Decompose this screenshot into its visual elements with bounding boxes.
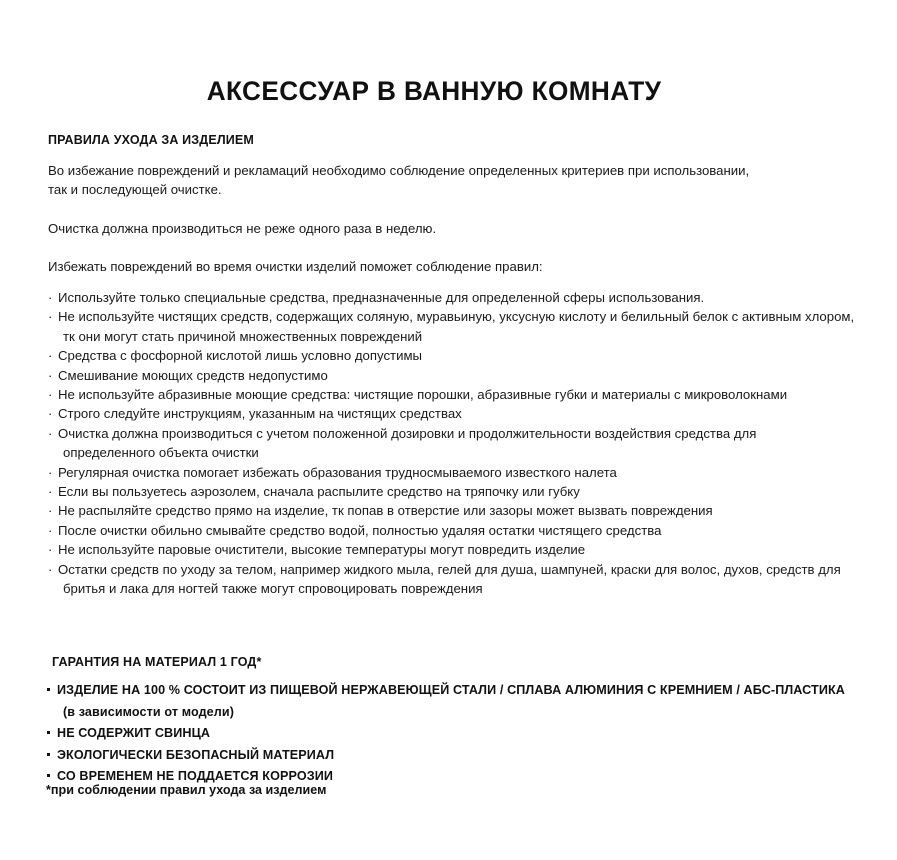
square-bullet-icon [47,753,50,756]
list-item [48,307,858,346]
middot-bullet-icon: · [48,367,53,383]
list-item-text: НЕ СОДЕРЖИТ СВИНЦА [57,726,211,740]
list-item-text: Не используйте абразивные моющие средства: чистящие порошки, абразивные губки и материалы с микроволокнами [58,387,788,403]
page-title: АКСЕССУАР В ВАННУЮ КОМНАТУ [206,76,662,107]
list-item-text: ИЗДЕЛИЕ НА 100 % СОСТОИТ ИЗ ПИЩЕВОЙ НЕРЖАВЕЮЩЕЙ СТАЛИ / СПЛАВА АЛЮМИНИЯ С КРЕМНИЕМ / АБС-ПЛАСТИКА [57,683,845,697]
list-item [48,288,858,307]
intro-paragraph [48,219,848,238]
list-item [48,521,858,540]
square-bullet-icon [47,688,50,691]
care-rules-list [48,288,858,599]
warranty-footnote: *при соблюдении правил ухода за изделием [46,783,327,797]
list-item [48,346,858,365]
list-item-text: Регулярная очистка помогает избежать образования трудносмываемого известкого налета [58,464,617,480]
list-item [46,723,856,745]
list-item-text: СО ВРЕМЕНЕМ НЕ ПОДДАЕТСЯ КОРРОЗИИ [57,769,334,783]
list-item-continuation: (в зависимости от модели) [63,704,235,719]
intro-line: так и последующей очистке. [48,182,222,198]
middot-bullet-icon: · [48,406,53,422]
list-item [46,745,856,767]
list-item-text: Если вы пользуетесь аэрозолем, сначала распылите средство на тряпочку или губку [58,484,580,500]
list-item [48,540,858,559]
intro-line: Во избежание повреждений и рекламаций необходимо соблюдение определенных критериев при использовании, [48,163,750,178]
middot-bullet-icon: · [48,522,53,538]
middot-bullet-icon: · [48,387,53,403]
square-bullet-icon [47,731,50,734]
list-item-text: ЭКОЛОГИЧЕСКИ БЕЗОПАСНЫЙ МАТЕРИАЛ [57,747,335,762]
list-item-text: Очистка должна производиться с учетом положенной дозировки и продолжительности воздействия средства для [58,425,757,441]
list-item-text: Остатки средств по уходу за телом, например жидкого мыла, гелей для душа, шампуней, краски для волос, духов, средств для [58,561,841,577]
intro-paragraph [48,257,848,276]
warranty-section-heading: ГАРАНТИЯ НА МАТЕРИАЛ 1 ГОД* [52,655,262,670]
list-item [48,463,858,482]
list-item-text: Не распыляйте средство прямо на изделие, тк попав в отверстие или зазоры может вызвать повреждения [58,503,713,519]
list-item [46,680,856,723]
square-bullet-icon [47,774,50,777]
list-item [48,560,858,599]
intro-paragraph [48,161,848,200]
intro-line: Очистка должна производиться не реже одного раза в неделю. [48,220,437,236]
list-item-continuation: бритья и лака для ногтей также могут спровоцировать повреждения [63,581,483,597]
middot-bullet-icon: · [48,484,53,500]
middot-bullet-icon: · [48,542,53,558]
list-item-text: Строго следуйте инструкциям, указанным на чистящих средствах [58,406,462,422]
list-item [48,404,858,423]
list-item-text: Не используйте паровые очистители, высокие температуры могут повредить изделие [58,542,586,558]
middot-bullet-icon: · [48,309,53,325]
care-intro-block [48,161,848,277]
middot-bullet-icon: · [48,464,53,480]
list-item-continuation: определенного объекта очистки [63,445,259,461]
middot-bullet-icon: · [48,561,53,577]
list-item [48,385,858,404]
middot-bullet-icon: · [48,425,53,441]
middot-bullet-icon: · [48,503,53,519]
list-item [48,424,858,463]
middot-bullet-icon: · [48,290,53,305]
list-item-text: После очистки обильно смывайте средство водой, полностью удаляя остатки чистящего средства [58,522,662,538]
list-item-text: Не используйте чистящих средств, содержащих соляную, муравьиную, уксусную кислоту и белильный белок с активным хлором, [58,309,855,325]
list-item [48,366,858,385]
middot-bullet-icon: · [48,348,53,364]
list-item-text: Смешивание моющих средств недопустимо [58,367,328,383]
list-item-text: Используйте только специальные средства, предназначенные для определенной сферы использования. [58,290,705,305]
care-section-heading: ПРАВИЛА УХОДА ЗА ИЗДЕЛИЕМ [48,133,254,148]
list-item-text: Средства с фосфорной кислотой лишь условно допустимы [58,348,423,364]
intro-line: Избежать повреждений во время очистки изделий поможет соблюдение правил: [48,259,543,275]
warranty-claims-list [46,680,856,788]
list-item-continuation: тк они могут стать причиной множественных повреждений [63,328,423,344]
list-item [48,501,858,520]
list-item [48,482,858,501]
